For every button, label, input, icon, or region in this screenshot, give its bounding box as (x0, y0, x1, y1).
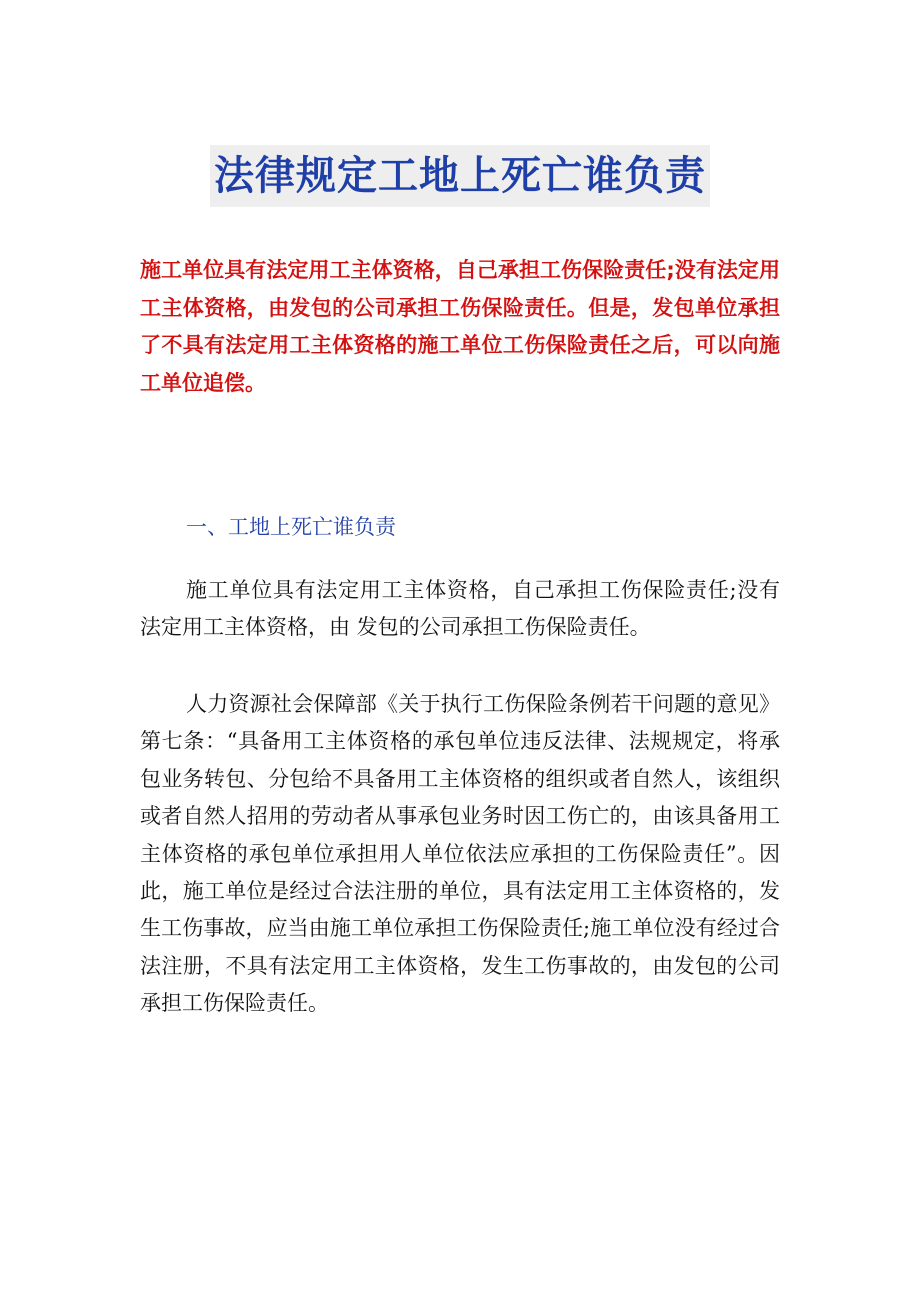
title-container (0, 118, 920, 234)
body-paragraph-2: 人力资源社会保障部《关于执行工伤保险条例若干问题的意见》第七条：“具备用工主体资格的承包单位违反法律、法规规定，将承包业务转包、分包给不具备用工主体资格的组织或者自然人，该组织或者自然人招用的劳动者从事承包业务时因工伤亡的，由该具备用工主体资格的承包单位承担用人单位依法应承担的工伤保险责任”。因此，施工单位是经过合法注册的单位，具有法定用工主体资格的，发生工伤事故，应当由施工单位承担工伤保险责任;施工单位没有经过合法注册，不具有法定用工主体资格，发生工伤事故的，由发包的公司承担工伤保险责任。 (140, 692, 780, 1016)
body-paragraph-1: 施工单位具有法定用工主体资格，自己承担工伤保险责任;没有法定用工主体资格，由 发包的公司承担工伤保险责任。 (140, 578, 780, 640)
abstract-paragraph: 施工单位具有法定用工主体资格，自己承担工伤保险责任;没有法定用工主体资格，由发包的公司承担工伤保险责任。但是，发包单位承担了不具有法定用工主体资格的施工单位工伤保险责任之后，可以向施工单位追偿。 (140, 258, 780, 395)
document-title: 法律规定工地上死亡谁负责 (210, 145, 710, 207)
section-heading: 一、工地上死亡谁负责 (186, 515, 396, 539)
